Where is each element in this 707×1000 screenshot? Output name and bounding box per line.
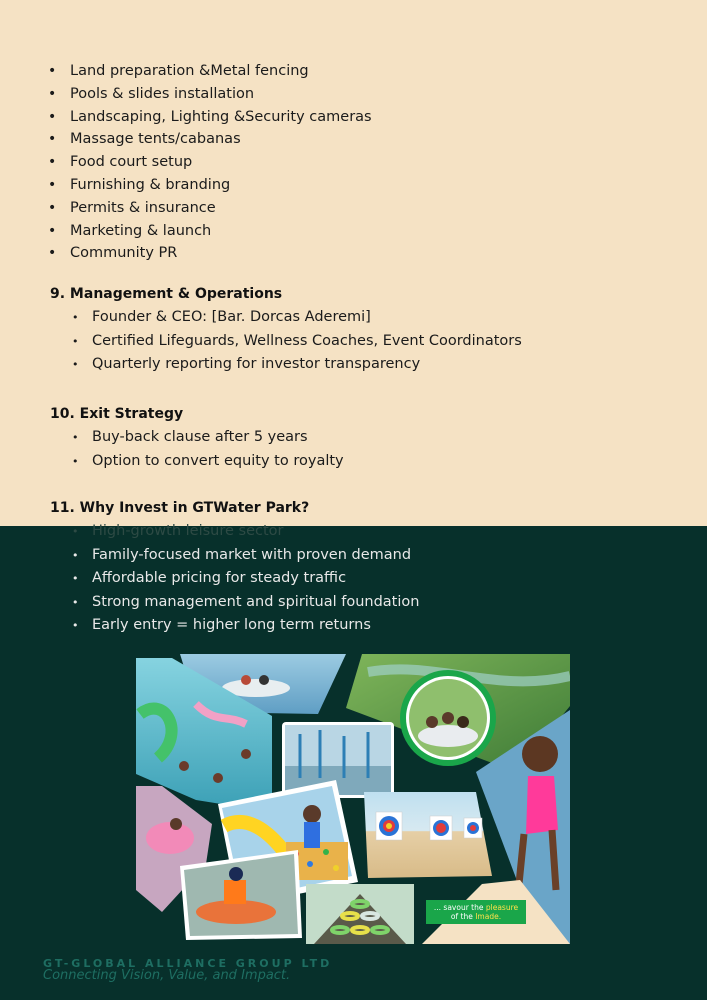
list-item: • Early entry = higher long term returns xyxy=(70,614,419,638)
list-item: • Family-focused market with proven demand xyxy=(70,544,419,568)
list-item: • Certified Lifeguards, Wellness Coaches, Event Coordinators xyxy=(70,330,522,354)
list-item: • Community PR xyxy=(48,242,372,265)
exit-strategy-heading: 10. Exit Strategy xyxy=(50,406,184,422)
list-item: • Food court setup xyxy=(48,151,372,174)
company-name: GT-GLOBAL ALLIANCE GROUP LTD xyxy=(43,957,333,970)
list-item: • Land preparation &Metal fencing xyxy=(48,60,372,83)
management-heading: 9. Management & Operations xyxy=(50,286,283,302)
raft-circle-photo xyxy=(400,670,496,766)
list-item: • Affordable pricing for steady traffic xyxy=(70,567,419,591)
archery-targets-photo xyxy=(364,792,492,878)
caption-line-2: of the Imade. xyxy=(450,912,502,921)
development-phase-list xyxy=(48,60,372,265)
why-invest-heading: 11. Why Invest in GTWater Park? xyxy=(50,500,310,516)
management-list xyxy=(70,306,522,377)
company-tagline: Connecting Vision, Value, and Impact. xyxy=(43,968,291,983)
list-item: • Option to convert equity to royalty xyxy=(70,450,344,474)
splash-pad-photo xyxy=(282,722,394,798)
water-park-photo-collage xyxy=(136,654,570,944)
list-item: • Marketing & launch xyxy=(48,220,372,243)
list-item: • Quarterly reporting for investor transparency xyxy=(70,353,522,377)
why-invest-list xyxy=(70,520,419,638)
list-item: • Pools & slides installation xyxy=(48,83,372,106)
list-item: • Furnishing & branding xyxy=(48,174,372,197)
list-item: • Massage tents/cabanas xyxy=(48,128,372,151)
list-item: • High-growth leisure sector xyxy=(70,520,419,544)
exit-strategy-list xyxy=(70,426,344,473)
list-item: • Founder & CEO: [Bar. Dorcas Aderemi] xyxy=(70,306,522,330)
list-item: • Buy-back clause after 5 years xyxy=(70,426,344,450)
list-item: • Permits & insurance xyxy=(48,197,372,220)
tyre-pyramid-photo xyxy=(306,884,414,944)
caption-line-1: ... savour the pleasure xyxy=(433,903,519,912)
list-item: • Strong management and spiritual foundation xyxy=(70,591,419,615)
list-item: • Landscaping, Lighting &Security cameras xyxy=(48,106,372,129)
